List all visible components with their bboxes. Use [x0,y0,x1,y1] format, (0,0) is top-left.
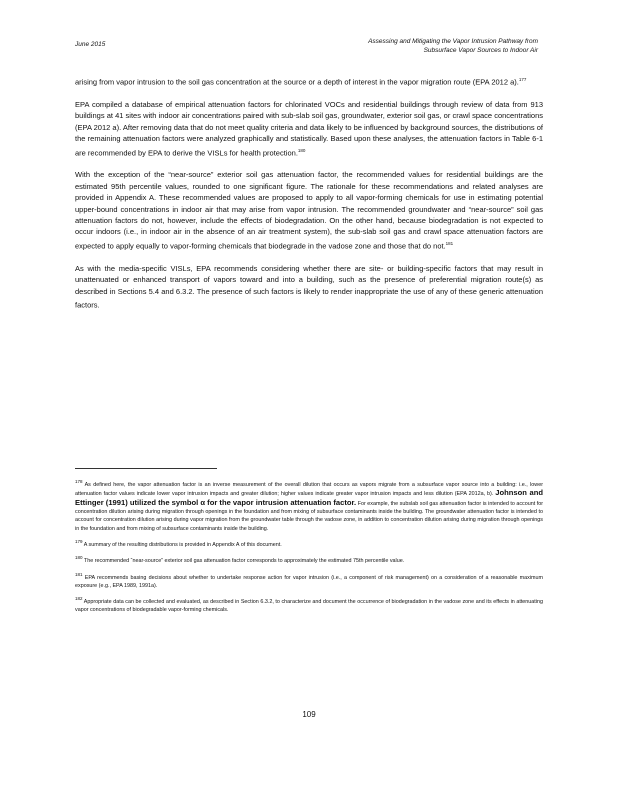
footnote-ref: 181 [445,240,454,246]
footnote: $^{179}$ A summary of the resulting distributions is provided in Appendix A of this document. [75,539,282,549]
paragraph: arising from vapor intrusion to the soil gas concentration at the source or a depth of interest in the vapor migration route (EPA 2012 a).$^{177}$ [75,77,527,87]
footnotes [75,478,543,620]
page-number: 109 [302,710,316,719]
body-text [75,74,543,322]
header-title-line2: Subsurface Vapor Sources to Indoor Air [423,47,538,54]
footnote-ref: 177 [518,77,527,82]
paragraph: EPA compiled a database of empirical attenuation factors for chlorinated VOCs and residential buildings through review of data from 913 buildings at 41 sites with indoor air concentrations paired with sub-slab soil gas, groundwater, exterior soil gas, or crawl space concentrations (EPA 2012 a). After removing data that do not meet quality criteria and data likely to be influenced by background sources, the distributions of the remaining attenuation factors were analyzed graphically and statistically. Based upon these analyses, the attenuation factors in Table 6-1 are recommended by EPA to derive the VISLs for health protection.$^{180}$ [75,99,543,158]
footnote-ref: 180 [297,147,306,153]
header-title [278,37,538,55]
footnote-divider [75,468,217,469]
footnote: $^{181}$ EPA recommends basing decisions about whether to undertake response action for vapor intrusion (i.e., a component of risk management) on a consideration of a reasonable maximum exposure (e.g., EPA 1989, 1991a). [75,571,544,589]
paragraph: With the exception of the “near-source” exterior soil gas attenuation factor, the recommended values for residential buildings are the estimated 95th percentile values, rounded to one significant figure. The rationale for these recommendations and related analyses are provided in Appendix A. These recommended values are proposed to apply to all vapor-forming chemicals for use in estimating potential upper-bound concentrations in indoor air that may arise from vapor intrusion. The recommended groundwater and “near-source” soil gas attenuation factors do not, however, include the effects of biodegradation. On the other hand, because biodegradation is not expected to occur indoors (i.e., in indoor air in the absence of an air treatment system), the sub-slab soil gas and crawl space attenuation factors are expected to apply equally to vapor-forming chemicals that biodegrade in the vadose zone and those that do not.$^{181}$ [75,170,543,251]
footnote-emphasis: Johnson and Ettinger (1991) utilized the symbol α for the vapor intrusion attenuation factor. [75,488,544,507]
paragraph: As with the media-specific VISLs, EPA recommends considering whether there are site- or building-specific factors that may result in unattenuated or enhanced transport of vapors toward and into a building, such as the presence of preferential migration route(s) as described in Sections 5.4 and 6.3.2. The presence of such factors is likely to render inappropriate the use of any of these generic attenuation factors. [75,263,543,310]
footnote: $^{178}$ As defined here, the vapor attenuation factor is an inverse measurement of the overall dilution that occurs as vapors migrate from a subsurface vapor source into a building: i.e., lower attenuation factor values indicate lower vapor intrusion impacts and greater dilution; higher values indicate greater vapor intrusion impacts and less dilution (EPA 2012a, b). Johnson and Ettinger (1991) utilized the symbol α for the vapor intrusion attenuation factor. For example, the subslab soil gas attenuation factor is intended to account for concentration dilution arising during migration through openings in the foundation and from mixing of subsurface contaminants inside the building. The groundwater attenuation factor is intended to account for concentration dilution arising during vapor migration from the groundwater table through the vadose zone, in addition to concentration dilution arising during migration through openings in the foundation and from mixing of subsurface contaminants inside the building. [75,479,544,532]
header-date: June 2015 [75,41,106,48]
footnote: $^{182}$ Appropriate data can be collected and evaluated, as described in Section 6.3.2, to characterize and document the occurrence of biodegradation in the vadose zone and its effects in attenuating vapor concentrations of biodegradable vapor-forming chemicals. [75,596,543,614]
footnote: $^{180}$ The recommended “near-source” exterior soil gas attenuation factor corresponds to approximately the estimated 75th percentile value. [75,555,405,565]
header-title-line1: Assessing and Mitigating the Vapor Intrusion Pathway from [368,38,538,45]
